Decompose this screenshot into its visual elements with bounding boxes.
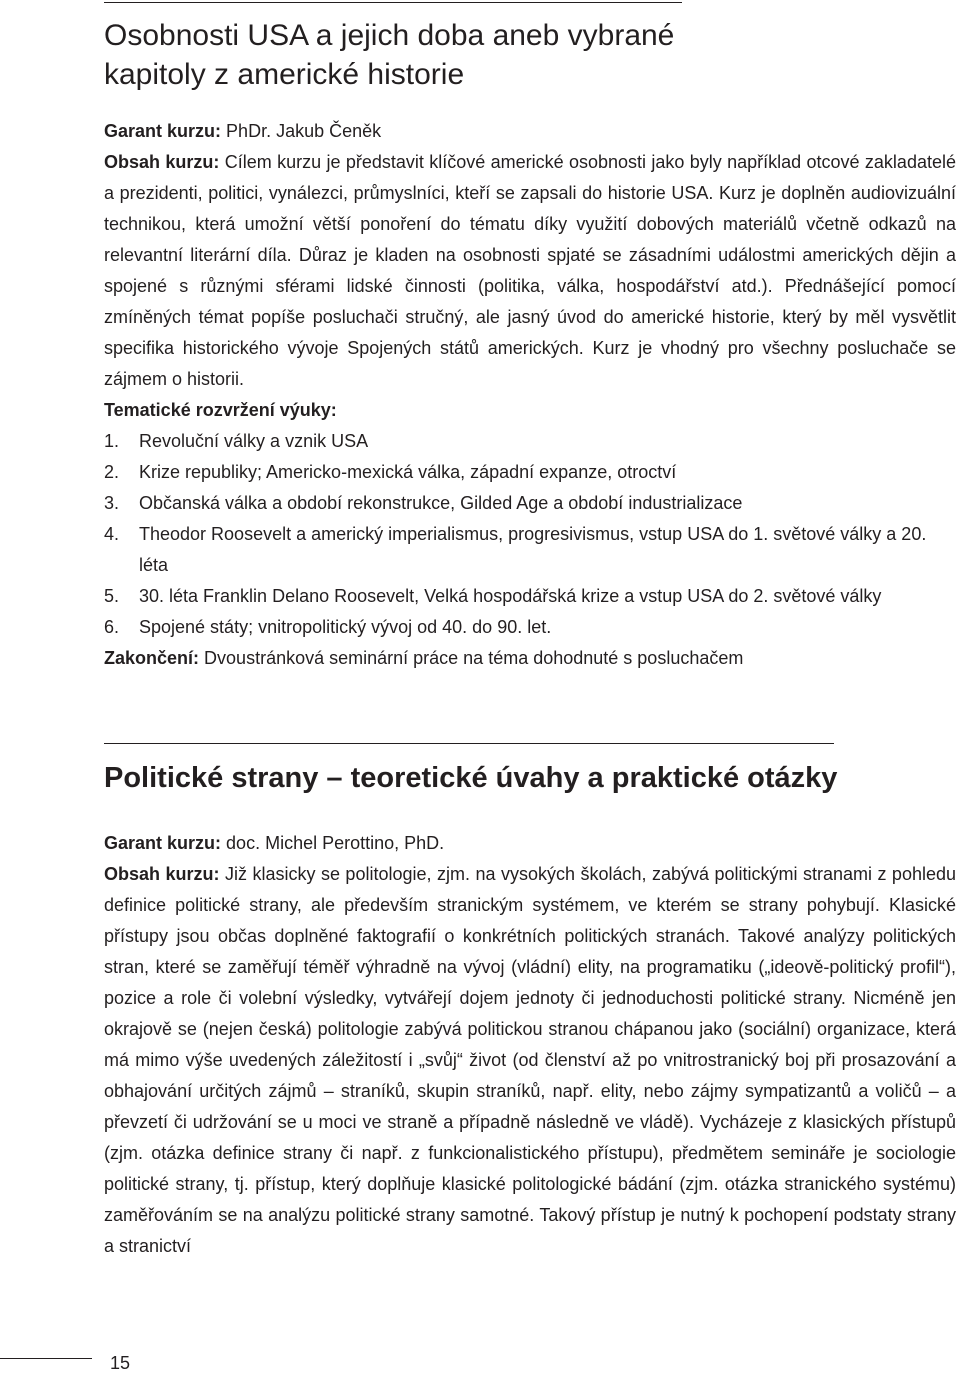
course2-guarantor: doc. Michel Perottino, PhD. bbox=[226, 833, 445, 853]
topic-text: Theodor Roosevelt a americký imperialismus, progresivismus, vstup USA do 1. světové války a 20. léta bbox=[139, 524, 927, 575]
topic-number: 3. bbox=[104, 493, 120, 513]
topic-number: 1. bbox=[104, 431, 120, 451]
course2-title: Politické strany – teoretické úvahy a praktické otázky bbox=[104, 762, 838, 794]
course2-guarantor-label: Garant kurzu: bbox=[104, 833, 222, 853]
topic-item bbox=[104, 612, 956, 643]
topic-text: Spojené státy; vnitropolitický vývoj od 40. do 90. let. bbox=[139, 617, 552, 637]
course2-section bbox=[104, 828, 956, 1262]
top-divider bbox=[104, 2, 682, 3]
topic-number: 4. bbox=[104, 524, 120, 544]
course1-guarantor-label: Garant kurzu: bbox=[104, 121, 222, 141]
course1-end-line bbox=[104, 643, 956, 674]
page-number: 15 bbox=[110, 1353, 131, 1373]
course1-guarantor-line bbox=[104, 116, 956, 147]
topic-text: Krize republiky; Americko-mexická válka, západní expanze, otroctví bbox=[139, 462, 677, 482]
topic-text: 30. léta Franklin Delano Roosevelt, Velká hospodářská krize a vstup USA do 2. světové války bbox=[139, 586, 882, 606]
topic-item bbox=[104, 426, 956, 457]
course1-title: Osobnosti USA a jejich doba aneb vybrané kapitoly z americké historie bbox=[104, 19, 675, 91]
course1-content bbox=[104, 147, 956, 395]
course2-content-label: Obsah kurzu: bbox=[104, 864, 220, 884]
topic-number: 6. bbox=[104, 617, 120, 637]
section-divider bbox=[104, 743, 834, 744]
course1-topics-label: Tematické rozvržení výuky: bbox=[104, 400, 337, 420]
topic-number: 5. bbox=[104, 586, 120, 606]
topic-text: Revoluční války a vznik USA bbox=[139, 431, 369, 451]
course2-content-text: Již klasicky se politologie, zjm. na vysokých školách, zabývá politickými stranami z pohledu definice politické strany, ale především stranickým systémem, ve kterém se strany pohybují. Klasické přístupy jsou občas doplněné faktografií o konkrétních politických stranách. Takové analýzy politických stran, které se zaměřují téměř výhradně na vývoj (vládní) elity, na programatiku („ideově-politický profil“), pozice a role či volební výsledky, vytvářejí dojem jednoty či jednoduchosti politické strany. Nicméně jen okrajově se (nejen česká) politologie zabývá politickou stranou chápanou jako (sociální) organizace, která má mimo výše uvedených záležitostí i „svůj“ život (od členství až po vnitrostranický boj při prosazování a obhajování určitých zájmů – straníků, skupin straníků, např. elity, nebo zájmy sympatizantů a voličů – a převzetí či udržování se u moci ve straně a případně následně ve vládě). Vycházeje z klasických přístupů (zjm. otázka definice strany či např. z funkcionalistického přístupu), předmětem semináře je sociologie politické strany, tj. přístup, který doplňuje klasické politologické bádání (zjm. otázka stranického systému) zaměřováním se na analýzu politické strany samotné. Takový přístup je nutný k pochopení podstaty strany a stranictví bbox=[104, 864, 956, 1256]
topic-item bbox=[104, 519, 956, 581]
course2-guarantor-line bbox=[104, 828, 956, 859]
course1-guarantor: PhDr. Jakub Čeněk bbox=[226, 121, 382, 141]
footer-divider bbox=[0, 1358, 92, 1359]
topic-item bbox=[104, 581, 956, 612]
course1-content-label: Obsah kurzu: bbox=[104, 152, 220, 172]
topic-item bbox=[104, 488, 956, 519]
course1-end-label: Zakončení: bbox=[104, 648, 200, 668]
course1-content-text: Cílem kurzu je představit klíčové americké osobnosti jako byly například otcové zakladatelé a prezidenti, politici, vynálezci, průmyslníci, kteří se zapsali do historie USA. Kurz je doplněn audiovizuální technikou, která umožní větší ponoření do tématu díky využití dobových materiálů včetně odkazů na relevantní literární díla. Důraz je kladen na osobnosti spjaté se zásadními událostmi amerických dějin a spojené s různými sférami lidské činnosti (politika, válka, hospodářství atd.). Přednášející pomocí zmíněných témat popíše posluchači stručný, ale jasný úvod do americké historie, který by měl vysvětlit specifika historického vývoje Spojených států amerických. Kurz je vhodný pro všechny posluchače se zájmem o historii. bbox=[104, 152, 956, 389]
course1-section bbox=[104, 116, 956, 674]
course1-end-text: Dvoustránková seminární práce na téma dohodnuté s posluchačem bbox=[204, 648, 744, 668]
topic-text: Občanská válka a období rekonstrukce, Gilded Age a období industrializace bbox=[139, 493, 743, 513]
course2-content bbox=[104, 859, 956, 1262]
course1-topics-list bbox=[104, 426, 956, 643]
topic-item bbox=[104, 457, 956, 488]
topic-number: 2. bbox=[104, 462, 120, 482]
